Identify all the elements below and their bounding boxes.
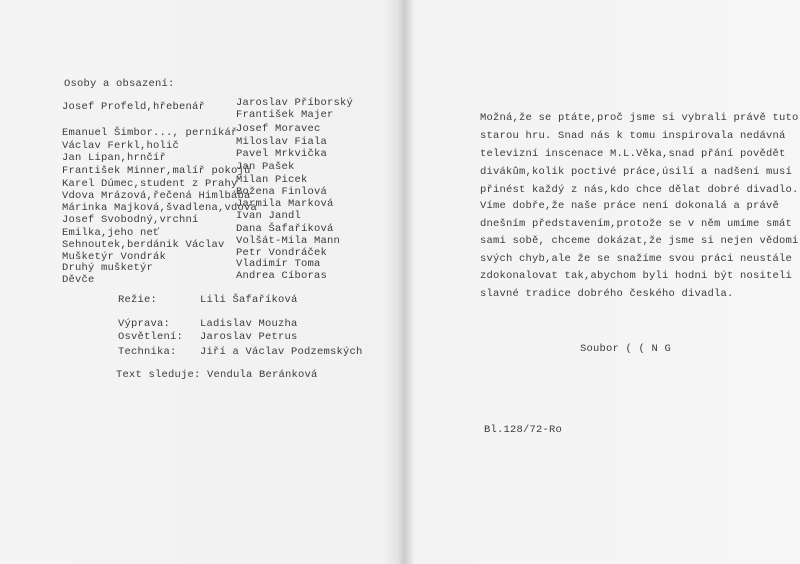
paragraph-line: Možná,že se ptáte,proč jsme si vybrali právě tuto [480, 112, 799, 124]
character-name: Josef Profeld,hřebenář [62, 101, 206, 113]
crew-role: Osvětlení: [118, 331, 184, 343]
paragraph-line: slavné tradice dobrého českého divadla. [480, 287, 734, 300]
paragraph-line: zdokonalovat tak,abychom byli hodni být nositeli [480, 270, 793, 282]
crew-role: Režie: [118, 294, 158, 306]
paragraph-line: přinést každý z nás,kdo chce dělat dobré divadlo. [480, 184, 799, 196]
cast-heading: Osoby a obsazení: [64, 78, 175, 90]
character-name: Mušketýr Vondrák [62, 251, 167, 263]
character-name: Josef Svobodný,vrchní [62, 214, 199, 226]
character-name: Václav Ferkl,holič [62, 140, 180, 152]
crew-name: Jiří a Václav Podzemských [200, 346, 363, 358]
character-name: Jan Lipan,hrnčíř [62, 152, 167, 164]
crew-role: Technika: [118, 346, 177, 358]
prompter-line: Text sleduje: Vendula Beránková [116, 369, 318, 381]
crew-name: Ladislav Mouzha [200, 318, 298, 330]
document-code: Bl.128/72-Ro [484, 424, 563, 436]
paragraph-line: Víme dobře,že naše práce není dokonalá a právě [480, 200, 780, 212]
actor-name: Miloslav Fiala [236, 136, 328, 148]
actor-name: Ivan Jandl [236, 210, 302, 222]
actor-name: Andrea Cíboras [236, 270, 328, 282]
character-name: Sehnoutek,berdánik Václav [62, 239, 225, 251]
character-name: Márinka Majková,švadlena,vdova [62, 202, 258, 214]
actor-name: Volšát-Mila Mann [236, 235, 341, 247]
page-fold [398, 0, 412, 564]
actor-name: Josef Moravec [236, 123, 321, 135]
paragraph-line: divákům,kolik poctivé práce,úsilí a nadšení musí [480, 166, 793, 178]
crew-role: Výprava: [118, 318, 171, 330]
paragraph-line: sami sobě, chceme dokázat,že jsme si nejen vědomi [480, 235, 799, 247]
actor-name: Jarmila Marková [236, 198, 334, 210]
crew-name: Jaroslav Petrus [200, 331, 298, 343]
character-name: Emanuel Šimbor..., perníkář [62, 127, 238, 139]
character-name: Vdova Mrázová,řečená Himlbába [62, 190, 251, 202]
actor-name: Jan Pašek [236, 161, 295, 173]
signature: Soubor ( ( N G [580, 343, 672, 355]
actor-name: Dana Šafaříková [236, 223, 334, 235]
crew-name: Lili Šafaříková [200, 294, 298, 306]
actor-name: Božena Finlová [236, 186, 328, 198]
character-name: Karel Dúmec,student z Prahy [62, 178, 238, 190]
paragraph-line: televizní inscenace M.L.Věka,snad přání povědět [480, 148, 786, 160]
actor-name: František Majer [236, 109, 334, 121]
actor-name: Jaroslav Příborský [236, 97, 354, 109]
actor-name: Pavel Mrkvička [236, 148, 328, 160]
character-name: Děvče [62, 274, 95, 286]
actor-name: Vladimír Toma [236, 258, 321, 270]
paragraph-line: starou hru. Snad nás k tomu inspirovala nedávná [480, 130, 786, 142]
actor-name: Petr Vondráček [236, 247, 328, 259]
actor-name: Milan Picek [236, 174, 308, 186]
character-name: Druhý mušketýr [62, 262, 154, 274]
paragraph-line: dnešním představením,protože se v něm umíme smát [480, 217, 793, 230]
character-name: Emilka,jeho neť [62, 227, 160, 239]
character-name: František Minner,malíř pokojů [62, 165, 251, 177]
paragraph-line: svých chyb,ale že se snažíme svou práci neustále [480, 252, 793, 265]
